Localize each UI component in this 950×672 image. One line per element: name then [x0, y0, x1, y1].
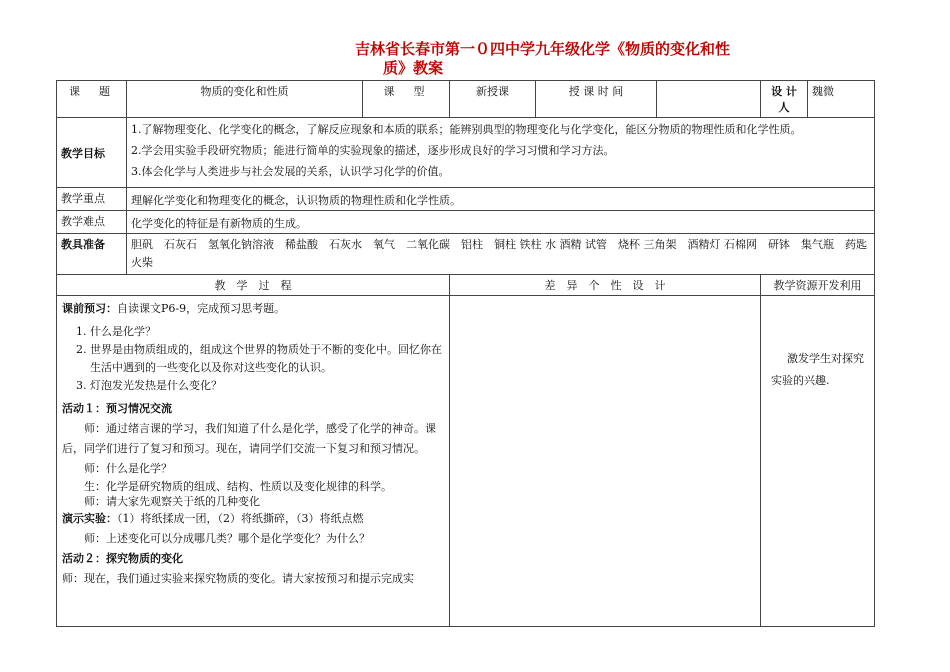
preview-question: 3. 灯泡发光发热是什么变化？ — [90, 377, 444, 395]
difficulties-value: 化学变化的特征是有新物质的生成。 — [127, 211, 875, 234]
objective-item: 2.学会用实验手段研究物质；能进行简单的实验现象的描述，逐步形成良好的学习习惯和学习方法。 — [131, 144, 615, 157]
topic-value: 物质的变化和性质 — [127, 81, 363, 118]
key-points-value: 理解化学变化和物理变化的概念，认识物质的物理性质和化学性质。 — [127, 188, 875, 211]
preview-question: 2. 世界是由物质组成的，组成这个世界的物质处于不断的变化中。回忆你在生活中遇到的一些变化以及你对这些变化的认识。 — [90, 341, 444, 377]
teacher-question-2: 师：上述变化可以分成哪几类？哪个是化学变化？为什么？ — [84, 532, 370, 545]
equipment-label: 教具准备 — [57, 234, 127, 275]
difficulties-row — [57, 211, 875, 234]
objective-item: 1.了解物理变化、化学变化的概念，了解反应现象和本质的联系；能辨别典型的物理变化与化学变化，能区分物质的物理性质和化学性质。 — [131, 123, 802, 136]
info-row — [57, 81, 875, 118]
objectives-label: 教学目标 — [57, 118, 127, 188]
resources-cell — [761, 296, 875, 627]
differentiation-column-header: 差 异 个 性 设 计 — [450, 275, 761, 296]
designer-value: 魏微 — [808, 81, 875, 118]
demo-label: 演示实验： — [62, 512, 117, 525]
title-line-1: 吉林省长春市第一０四中学九年级化学《物质的变化和性 — [355, 40, 731, 58]
teacher-question: 师：什么是化学？ — [84, 462, 172, 475]
process-row — [57, 296, 875, 627]
demo-text: （1）将纸揉成一团，（2）将纸撕碎，（3）将纸点燃 — [117, 512, 364, 525]
designer-label: 设 计 人 — [761, 81, 808, 118]
preview-question: 1. 什么是化学？ — [90, 323, 444, 341]
activity-1-heading: 活动１：预习情况交流 — [62, 402, 172, 415]
objectives-content — [127, 118, 875, 188]
topic-label: 课 题 — [57, 81, 127, 118]
key-points-label: 教学重点 — [57, 188, 127, 211]
preview-questions — [62, 323, 444, 395]
teacher-statement-2: 师：现在，我们通过实验来探究物质的变化。请大家按预习和提示完成实 — [62, 572, 414, 585]
differentiation-cell — [450, 296, 761, 627]
process-column-header: 教 学 过 程 — [57, 275, 450, 296]
preview-label: 课前预习： — [62, 302, 117, 315]
resources-note: 激发学生对探究实验的兴趣. — [771, 352, 864, 387]
equipment-row — [57, 234, 875, 275]
teaching-process-cell — [57, 296, 450, 627]
column-header-row — [57, 275, 875, 296]
time-label: 授 课 时 间 — [536, 81, 657, 118]
key-points-row — [57, 188, 875, 211]
teacher-statement: 师：通过绪言课的学习，我们知道了什么是化学，感受了化学的神奇。课后，同学们进行了复习和预习。现在，请同学们交流一下复习和预习情况。 — [62, 422, 436, 455]
equipment-value: 胆矾 石灰石 氢氧化钠溶液 稀盐酸 石灰水 氧气 二氧化碳 铝柱 铜柱 铁柱 水 酒精 试管 烧杯 三角架 酒精灯 石棉网 研钵 集气瓶 药匙 火柴 — [127, 234, 875, 275]
activity-2-heading: 活动２：探究物质的变化 — [62, 552, 183, 565]
title-line-2: 质》教案 — [383, 59, 444, 77]
type-label: 课 型 — [363, 81, 450, 118]
time-value — [657, 81, 761, 118]
teacher-instruction: 师：请大家先观察关于纸的几种变化 — [84, 495, 260, 508]
objectives-row — [57, 118, 875, 188]
lesson-plan-table — [56, 80, 878, 627]
resources-column-header: 教学资源开发利用 — [761, 275, 875, 296]
type-value: 新授课 — [450, 81, 536, 118]
preview-text: 自读课文P6-9，完成预习思考题。 — [117, 302, 286, 315]
objective-item: 3.体会化学与人类进步与社会发展的关系，认识学习化学的价值。 — [131, 165, 450, 178]
student-answer: 生：化学是研究物质的组成、结构、性质以及变化规律的科学。 — [84, 480, 392, 493]
difficulties-label: 教学难点 — [57, 211, 127, 234]
